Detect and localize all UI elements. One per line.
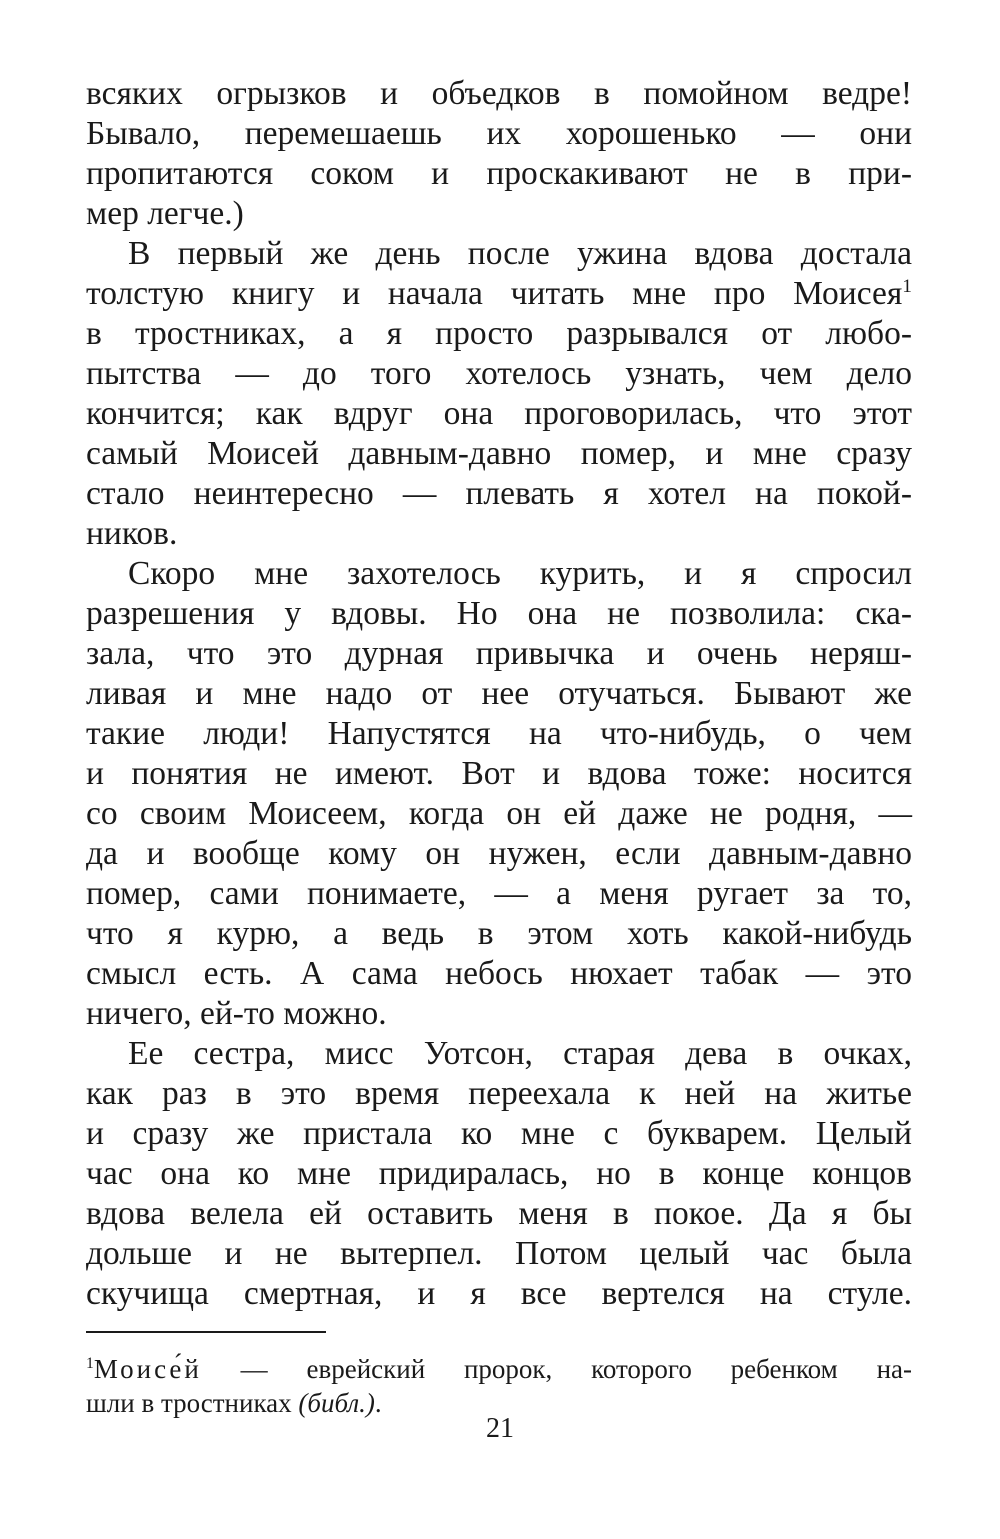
text-line: и понятия не имеют. Вот и вдова тоже: носится	[86, 755, 912, 792]
text-line: всяких огрызков и объедков в помойном ведре!	[86, 75, 912, 112]
text-line: ливая и мне надо от нее отучаться. Бывают же	[86, 675, 912, 712]
text-line: что я курю, а ведь в этом хоть какой-нибудь	[86, 915, 912, 952]
text-line: со своим Моисеем, когда он ей даже не родня, —	[86, 795, 912, 832]
text-line: кончится; как вдруг она проговорилась, что этот	[86, 395, 912, 432]
text-line: пытства — до того хотелось узнать, чем дело	[86, 355, 912, 392]
text-line: дольше и не вытерпел. Потом целый час была	[86, 1235, 912, 1272]
text-line: Ее сестра, мисс Уотсон, старая дева в очках,	[128, 1035, 912, 1072]
text-line: зала, что это дурная привычка и очень неряш-	[86, 635, 912, 672]
text-line: В первый же день после ужина вдова достала	[128, 235, 912, 272]
text-line	[86, 274, 912, 314]
text-line: такие люди! Напустятся на что-нибудь, о чем	[86, 715, 912, 752]
text-line: смысл есть. А сама небось нюхает табак — это	[86, 955, 912, 992]
text-line: разрешения у вдовы. Но она не позволила: ска-	[86, 595, 912, 632]
text-line: самый Моисей давным-давно помер, и мне сразу	[86, 435, 912, 472]
footnote-text: — еврейский пророк, которого ребенком на-	[201, 1354, 912, 1384]
text-line: пропитаются соком и проскакивают не в при-	[86, 155, 912, 192]
footnote-text: шли в тростниках	[86, 1388, 299, 1418]
text-line-content: толстую книгу и начала читать мне про Моисея	[86, 275, 903, 312]
text-line: и сразу же пристала ко мне с букварем. Целый	[86, 1115, 912, 1152]
text-line: скучища смертная, и я все вертелся на стуле.	[86, 1275, 912, 1312]
footnote-term: Моисе́й	[93, 1354, 202, 1384]
footnote-end: .	[374, 1388, 382, 1418]
text-line: Скоро мне захотелось курить, и я спросил	[128, 555, 912, 592]
footnote-source: (библ.)	[298, 1388, 375, 1418]
text-line: помер, сами понимаете, — а меня ругает за то,	[86, 875, 912, 912]
text-line: в тростниках, а я просто разрывался от любо-	[86, 315, 912, 352]
text-line: ничего, ей-то можно.	[86, 995, 387, 1032]
text-line: мер легче.)	[86, 195, 244, 232]
text-line: ников.	[86, 515, 178, 552]
text-line: как раз в это время переехала к ней на житье	[86, 1075, 912, 1112]
footnote-divider	[86, 1331, 326, 1333]
text-line: вдова велела ей оставить меня в покое. Да я бы	[86, 1195, 912, 1232]
text-line: час она ко мне придиралась, но в конце концов	[86, 1155, 912, 1192]
footnote-reference: 1	[902, 275, 912, 297]
footnote-line	[86, 1352, 912, 1386]
page-number: 21	[486, 1413, 514, 1444]
text-line: да и вообще кому он нужен, если давным-давно	[86, 835, 912, 872]
text-line: стало неинтересно — плевать я хотел на покой-	[86, 475, 912, 512]
footnote-marker: 1	[86, 1355, 94, 1372]
text-line: Бывало, перемешаешь их хорошенько — они	[86, 115, 912, 152]
